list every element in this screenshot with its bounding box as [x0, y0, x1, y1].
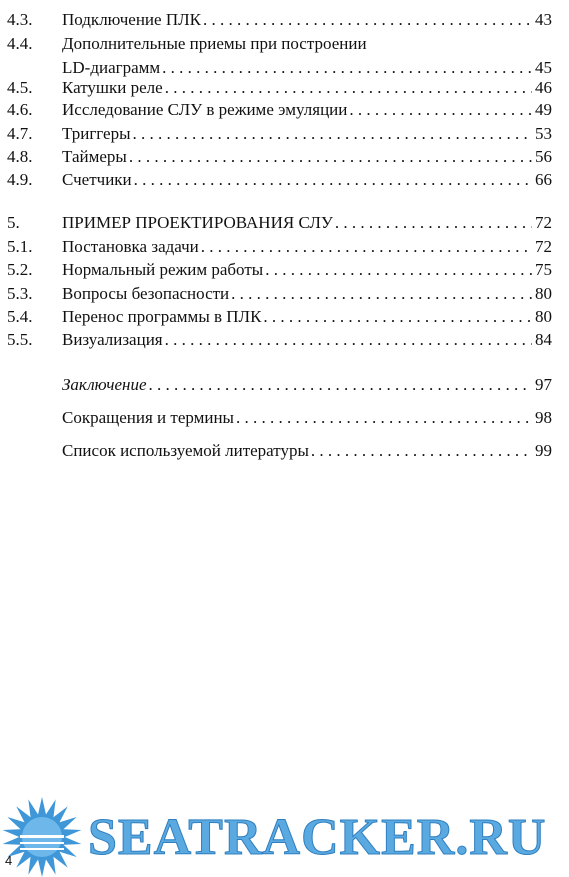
toc-entry: [0, 98, 569, 122]
toc-title: Подключение ПЛК: [62, 10, 201, 29]
toc-leader: [133, 122, 532, 146]
toc-title: Счетчики: [62, 170, 132, 189]
toc-leader: [335, 211, 532, 235]
toc-leader: [129, 145, 532, 169]
toc-number: 4.3.: [7, 10, 33, 29]
toc-number: 4.8.: [7, 147, 33, 166]
toc-title: Визуализация: [62, 330, 163, 349]
toc-page: 45: [535, 58, 552, 77]
toc-number: 5.5.: [7, 330, 33, 349]
toc-title: LD-диаграмм: [62, 58, 161, 77]
toc-leader: [263, 305, 532, 329]
toc-entry: [0, 32, 569, 80]
toc-number: 4.9.: [7, 170, 33, 189]
toc-leader: [231, 282, 532, 306]
toc-entry: [0, 439, 569, 463]
toc-entry: [0, 145, 569, 169]
toc-number: 4.7.: [7, 124, 33, 143]
toc-title: Катушки реле: [62, 78, 163, 97]
toc-title: Нормальный режим работы: [62, 260, 264, 279]
toc-leader: [165, 328, 532, 352]
toc-page: 43: [535, 10, 552, 29]
toc-number: 5.4.: [7, 307, 33, 326]
toc-page: 46: [535, 78, 552, 97]
toc-entry: [0, 122, 569, 146]
toc-entry: [0, 328, 569, 352]
toc-number: 5.1.: [7, 237, 33, 256]
toc-page: 84: [535, 330, 552, 349]
watermark-logo-text: SEATRACKER.RU: [88, 809, 547, 866]
toc-entry: [0, 406, 569, 430]
toc-page: 80: [535, 307, 552, 326]
toc-page: 53: [535, 124, 552, 143]
toc-page: 75: [535, 260, 552, 279]
toc-page: 49: [535, 100, 552, 119]
toc-number: 4.5.: [7, 78, 33, 97]
toc-leader: [149, 373, 532, 397]
toc-page: 56: [535, 147, 552, 166]
toc-number: 4.4.: [7, 34, 33, 53]
toc-number: 5.: [7, 213, 20, 232]
toc-entry: [0, 235, 569, 259]
toc-title: Сокращения и термины: [62, 408, 234, 427]
toc-page: 98: [535, 408, 552, 427]
toc-entry: [0, 373, 569, 397]
toc-title: Триггеры: [62, 124, 131, 143]
toc-number: 5.2.: [7, 260, 33, 279]
toc-entry: [0, 211, 569, 235]
toc-page: 72: [535, 213, 552, 232]
toc-leader: [349, 98, 532, 122]
toc-title: Вопросы безопасности: [62, 284, 230, 303]
toc-title: Перенос программы в ПЛК: [62, 307, 262, 326]
toc-page: 99: [535, 441, 552, 460]
toc-page: 97: [535, 375, 552, 394]
toc-title: Постановка задачи: [62, 237, 199, 256]
toc-title: ПРИМЕР ПРОЕКТИРОВАНИЯ СЛУ: [62, 213, 333, 232]
toc-title: Таймеры: [62, 147, 127, 166]
toc-number: 5.3.: [7, 284, 33, 303]
toc-leader: [201, 235, 532, 259]
toc-entry: [0, 258, 569, 282]
toc-title: Исследование СЛУ в режиме эмуляции: [62, 100, 348, 119]
toc-entry: [0, 282, 569, 306]
toc-title: Заключение: [62, 375, 147, 394]
toc-entry: [0, 305, 569, 329]
toc-number: 4.6.: [7, 100, 33, 119]
toc-leader: [203, 8, 532, 32]
toc-page: 72: [535, 237, 552, 256]
toc-entry: [0, 168, 569, 192]
page-number: 4: [5, 853, 13, 868]
toc-leader: [311, 439, 532, 463]
toc-title-line1: Дополнительные приемы при построении: [62, 34, 367, 53]
toc-page: 80: [535, 284, 552, 303]
toc-entry: [0, 8, 569, 32]
toc-leader: [236, 406, 532, 430]
toc-leader: [265, 258, 532, 282]
toc-leader: [165, 76, 532, 100]
toc-title: Список используемой литературы: [62, 441, 309, 460]
toc-leader: [134, 168, 532, 192]
toc-entry: [0, 76, 569, 100]
toc-page: 66: [535, 170, 552, 189]
